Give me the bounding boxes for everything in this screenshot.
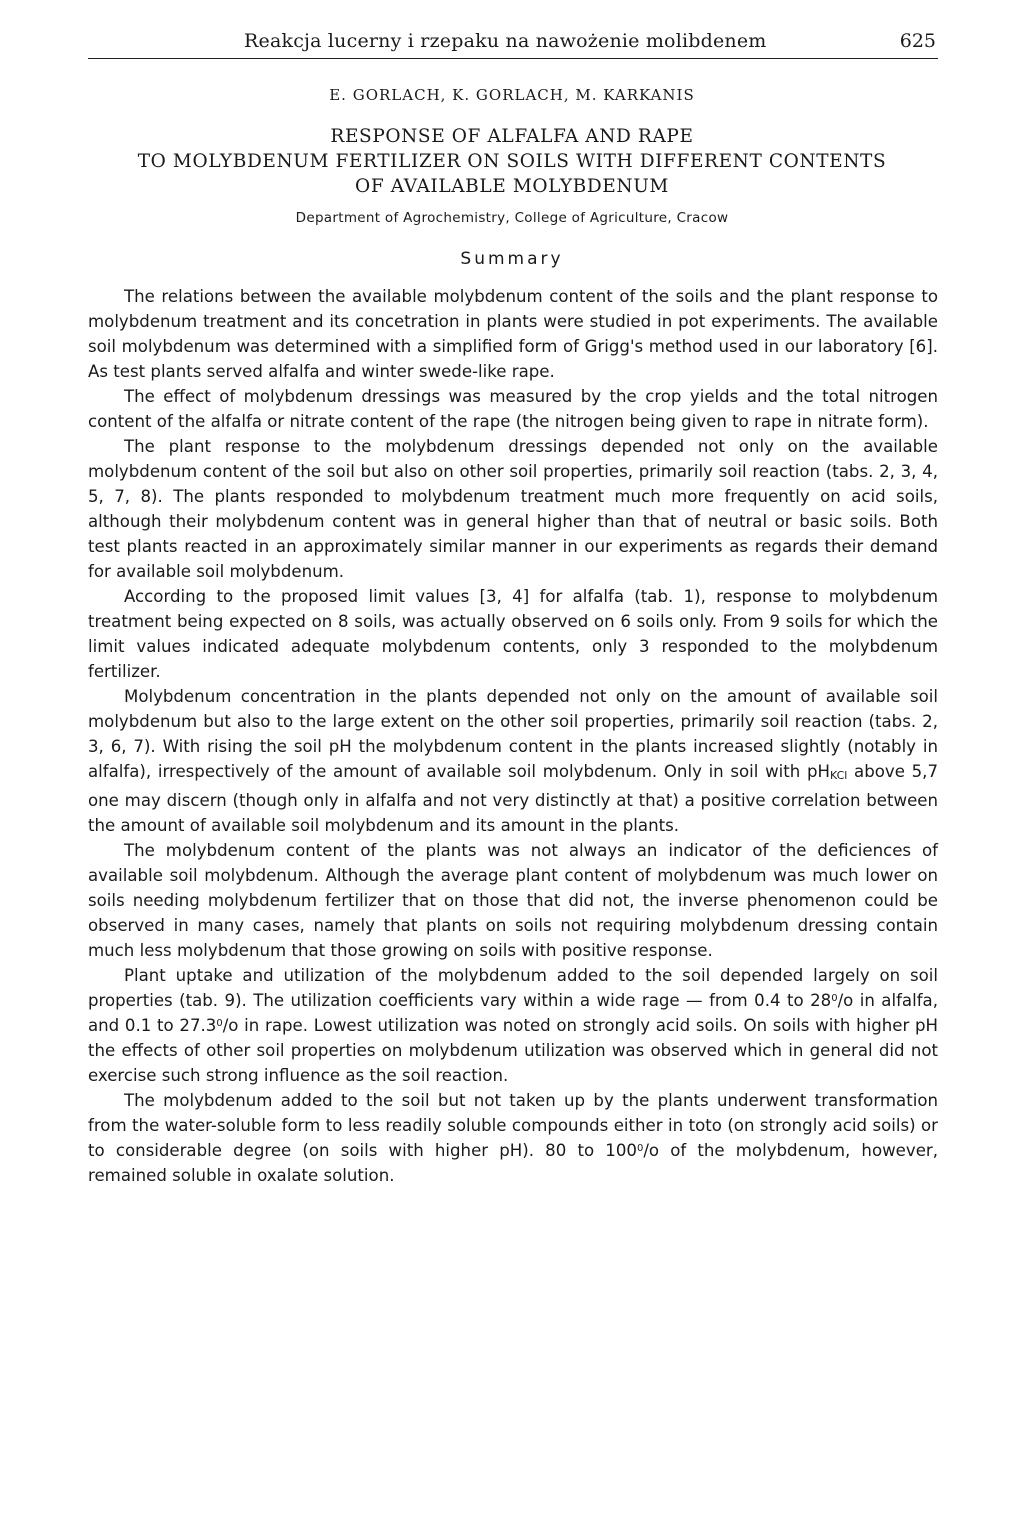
running-title: Reakcja lucerny i rzepaku na nawożenie molibdenem — [244, 30, 767, 52]
article-title — [0, 124, 1024, 199]
summary-heading: Summary — [460, 249, 564, 269]
paragraph-text: /o in rape. Lowest utilization was noted on strongly acid soils. On soils with higher pH the effects of other soil properties on molybdenum utilization was observed which in general did not exercise such strong influence as the soil reaction. — [88, 1016, 938, 1085]
superscript: 0 — [636, 1143, 644, 1154]
paragraph: The plant response to the molybdenum dressings depended not only on the available molybdenum content of the soil but also on other soil properties, primarily soil reaction (tabs. 2, 3, 4, 5, 7, 8). The plants responded to molybdenum treatment much more frequently on acid soils, although their molybdenum content was in general higher than that of neutral or basic soils. Both test plants reacted in an approximately similar manner in our experiments as regards their demand for available soil molybdenum. — [88, 437, 938, 581]
paragraph: The molybdenum content of the plants was not always an indicator of the deficiences of available soil molybdenum. Although the average plant content of molybdenum was much lower on soils needing molybdenum fertilizer that on those that did not, the inverse phenomenon could be observed in many cases, namely that plants on soils not requiring molybdenum dressing contain much less molybdenum that those growing on soils with positive response. — [88, 841, 938, 960]
paragraph — [88, 684, 938, 838]
superscript: 0 — [831, 993, 838, 1004]
paragraph-text: Plant uptake and utilization of the molybdenum added to the soil depended largely on soil properties (tab. 9). The utilization coefficients vary within a wide rage — from 0.4 to 28 — [88, 966, 938, 1010]
paragraph: The effect of molybdenum dressings was measured by the crop yields and the total nitrogen content of the alfalfa or nitrate content of the rape (the nitrogen being given to rape in nitrate form). — [88, 387, 938, 431]
paragraph-text: The molybdenum added to the soil but not taken up by the plants underwent transformation from the water-soluble form to less readily soluble compounds either in toto (on strongly acid soils) or to considerable degree (on soils with higher pH). 80 to 100 — [88, 1091, 938, 1160]
paragraph-text: Molybdenum concentration in the plants depended not only on the amount of available soil molybdenum but also to the large extent on the other soil properties, primarily soil reaction (tabs. 2, 3, 6, 7). With rising the soil pH the molybdenum content in the plants increased slightly (notably in alfalfa), irrespectively of the amount of available soil molybdenum. Only in soil with pH — [88, 687, 938, 781]
paragraph: The relations between the available molybdenum content of the soils and the plant response to molybdenum treatment and its concetration in plants were studied in pot experiments. The available soil molybdenum was determined with a simplified form of Grigg's method used in our laboratory [6]. As test plants served alfalfa and winter swede-like rape. — [88, 287, 938, 381]
affiliation: Department of Agrochemistry, College of Agriculture, Cracow — [295, 210, 729, 226]
running-header — [88, 28, 938, 59]
paragraph-text: /o of the molybdenum, however, remained soluble in oxalate solution. — [88, 1141, 938, 1185]
paragraph-text: /o in alfalfa, and 0.1 to 27.3 — [88, 991, 938, 1035]
paragraph — [88, 963, 938, 1088]
paragraph-text: above 5,7 one may discern (though only in alfalfa and not very distinctly at that) a positive correlation between the amount of available soil molybdenum and its amount in the plants. — [88, 762, 939, 835]
paragraph: According to the proposed limit values [3, 4] for alfalfa (tab. 1), response to molybdenum treatment being expected on 8 soils, was actually observed on 6 soils only. From 9 soils for which the limit values indicated adequate molybdenum contents, only 3 responded to the molybdenum fertilizer. — [88, 587, 938, 681]
authors: E. GORLACH, K. GORLACH, M. KARKANIS — [329, 86, 695, 104]
page-number: 625 — [899, 30, 936, 52]
title-line: OF AVAILABLE MOLYBDENUM — [355, 176, 669, 197]
title-line: RESPONSE OF ALFALFA AND RAPE — [330, 126, 694, 147]
paragraph — [88, 1088, 938, 1188]
superscript: 0 — [216, 1018, 223, 1029]
subscript: KCl — [830, 769, 848, 782]
summary-body — [88, 284, 938, 1188]
title-line: TO MOLYBDENUM FERTILIZER ON SOILS WITH DIFFERENT CONTENTS — [137, 151, 887, 172]
